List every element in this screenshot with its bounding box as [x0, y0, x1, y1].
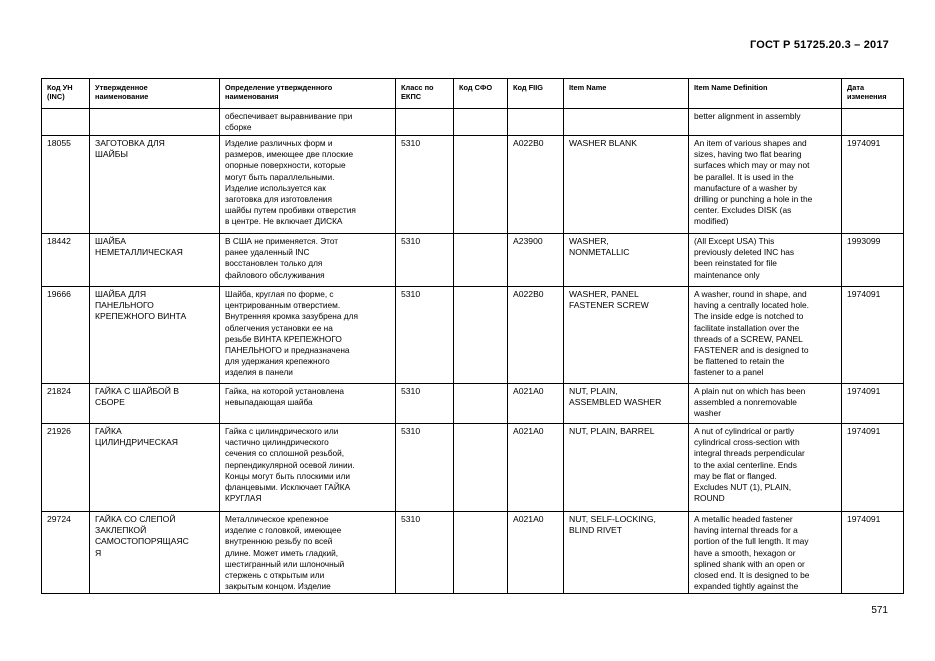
cell-item-name-definition: An item of various shapes and sizes, having two flat bearing surfaces which may or may not be parallel. It is used in the manufacture of a washer by drilling or punching a hole in the center. Excludes DISK (as modified) — [689, 136, 842, 234]
cell-sfo-code — [454, 424, 508, 512]
cell-inc: 21824 — [42, 384, 90, 424]
cell-item-name-definition: A metallic headed fastener having internal threads for a portion of the full length. It may have a smooth, hexagon or splined shank with an open or closed end. It is designed to be expanded tightly against the — [689, 512, 842, 594]
cell-fiig-code: A021A0 — [508, 512, 564, 594]
cell-fiig-code: A23900 — [508, 234, 564, 287]
cell-ekps-class: 5310 — [396, 512, 454, 594]
table-row-continuation — [42, 109, 904, 136]
cell-item-name: NUT, PLAIN, BARREL — [564, 424, 689, 512]
cell-approved-name: ГАЙКА ЦИЛИНДРИЧЕСКАЯ — [90, 424, 220, 512]
cell-change-date: 1974091 — [842, 287, 904, 384]
cell-approved-name: ЗАГОТОВКА ДЛЯ ШАЙБЫ — [90, 136, 220, 234]
cell-item-name-definition: better alignment in assembly — [689, 109, 842, 136]
cell-approved-name: ШАЙБА ДЛЯ ПАНЕЛЬНОГО КРЕПЕЖНОГО ВИНТА — [90, 287, 220, 384]
cell-item-name-definition: A nut of cylindrical or partly cylindrical cross-section with integral threads perpendicular to the axial centerline. Ends may be flat or flanged. Excludes NUT (1), PLAIN, ROUND — [689, 424, 842, 512]
cell-approved-name: ШАЙБА НЕМЕТАЛЛИЧЕСКАЯ — [90, 234, 220, 287]
cell-definition: обеспечивает выравнивание при сборке — [220, 109, 396, 136]
cell-definition: Шайба, круглая по форме, с центрированным отверстием. Внутренняя кромка зазубрена для облегчения установки ее на резьбе ВИНТА КРЕПЕЖНОГО ПАНЕЛЬНОГО и предназначена для удержания крепежного изделия в панели — [220, 287, 396, 384]
cell-fiig-code: A021A0 — [508, 384, 564, 424]
cell-change-date: 1974091 — [842, 384, 904, 424]
cell-definition: Изделие различных форм и размеров, имеющее две плоские опорные поверхности, которые могут быть параллельными. Изделие используется как заготовка для изготовления шайбы путем пробивки отверстия в центре. Не включает ДИСКА — [220, 136, 396, 234]
cell-fiig-code: A022B0 — [508, 136, 564, 234]
col-header-item-name-definition: Item Name Definition — [689, 79, 842, 109]
col-header-item-name: Item Name — [564, 79, 689, 109]
cell-fiig-code: A021A0 — [508, 424, 564, 512]
cell-sfo-code — [454, 234, 508, 287]
cell-sfo-code — [454, 287, 508, 384]
col-header-definition: Определение утвержденного наименования — [220, 79, 396, 109]
cell-inc: 29724 — [42, 512, 90, 594]
cell-ekps-class: 5310 — [396, 136, 454, 234]
cell-item-name-definition: A washer, round in shape, and having a centrally located hole. The inside edge is notched to facilitate installation over the threads of a SCREW, PANEL FASTENER and is designed to be flattened to retain the fastener to a panel — [689, 287, 842, 384]
col-header-approved-name: Утвержденное наименование — [90, 79, 220, 109]
cell-item-name: NUT, PLAIN, ASSEMBLED WASHER — [564, 384, 689, 424]
cell-inc: 18442 — [42, 234, 90, 287]
col-header-inc: Код УН (INC) — [42, 79, 90, 109]
cell-sfo-code — [454, 384, 508, 424]
col-header-ekps-class: Класс по ЕКПС — [396, 79, 454, 109]
cell-inc: 19666 — [42, 287, 90, 384]
table-row — [42, 512, 904, 594]
table-row — [42, 234, 904, 287]
cell-ekps-class: 5310 — [396, 234, 454, 287]
cell-ekps-class: 5310 — [396, 424, 454, 512]
cell-item-name: NUT, SELF-LOCKING, BLIND RIVET — [564, 512, 689, 594]
table-row — [42, 384, 904, 424]
cell-definition: В США не применяется. Этот ранее удаленный INC восстановлен только для файлового обслуживания — [220, 234, 396, 287]
cell-definition: Металлическое крепежное изделие с головкой, имеющее внутреннюю резьбу по всей длине. Может иметь гладкий, шестигранный или шлоночный стержень с открытым или закрытым концом. Изделие — [220, 512, 396, 594]
table-row — [42, 287, 904, 384]
cell-inc: 21926 — [42, 424, 90, 512]
cell-change-date: 1974091 — [842, 424, 904, 512]
cell-sfo-code — [454, 512, 508, 594]
cell-item-name: WASHER, NONMETALLIC — [564, 234, 689, 287]
cell-item-name-definition: (All Except USA) This previously deleted INC has been reinstated for file maintenance only — [689, 234, 842, 287]
col-header-change-date: Дата изменения — [842, 79, 904, 109]
cell-item-name-definition: A plain nut on which has been assembled a nonremovable washer — [689, 384, 842, 424]
col-header-fiig-code: Код FIIG — [508, 79, 564, 109]
document-header: ГОСТ Р 51725.20.3 – 2017 — [749, 39, 889, 51]
col-header-sfo-code: Код СФО — [454, 79, 508, 109]
cell-approved-name: ГАЙКА СО СЛЕПОЙ ЗАКЛЕПКОЙ САМОСТОПОРЯЩАЯС Я — [90, 512, 220, 594]
cell-approved-name: ГАЙКА С ШАЙБОЙ В СБОРЕ — [90, 384, 220, 424]
cell-change-date: 1993099 — [842, 234, 904, 287]
nomenclature-table — [41, 78, 904, 594]
cell-definition: Гайка, на которой установлена невыпадающая шайба — [220, 384, 396, 424]
cell-change-date: 1974091 — [842, 136, 904, 234]
cell-item-name: WASHER, PANEL FASTENER SCREW — [564, 287, 689, 384]
cell-fiig-code: A022B0 — [508, 287, 564, 384]
page-number: 571 — [871, 605, 888, 616]
cell-item-name: WASHER BLANK — [564, 136, 689, 234]
table-header-row — [42, 79, 904, 109]
table-row — [42, 136, 904, 234]
cell-definition: Гайка с цилиндрического или частично цилиндрического сечения со сплошной резьбой, перпендикулярной осевой линии. Концы могут быть плоскими или фланцевыми. Исключает ГАЙКА КРУГЛАЯ — [220, 424, 396, 512]
table-row — [42, 424, 904, 512]
cell-ekps-class: 5310 — [396, 287, 454, 384]
cell-inc: 18055 — [42, 136, 90, 234]
cell-sfo-code — [454, 136, 508, 234]
cell-change-date: 1974091 — [842, 512, 904, 594]
cell-ekps-class: 5310 — [396, 384, 454, 424]
